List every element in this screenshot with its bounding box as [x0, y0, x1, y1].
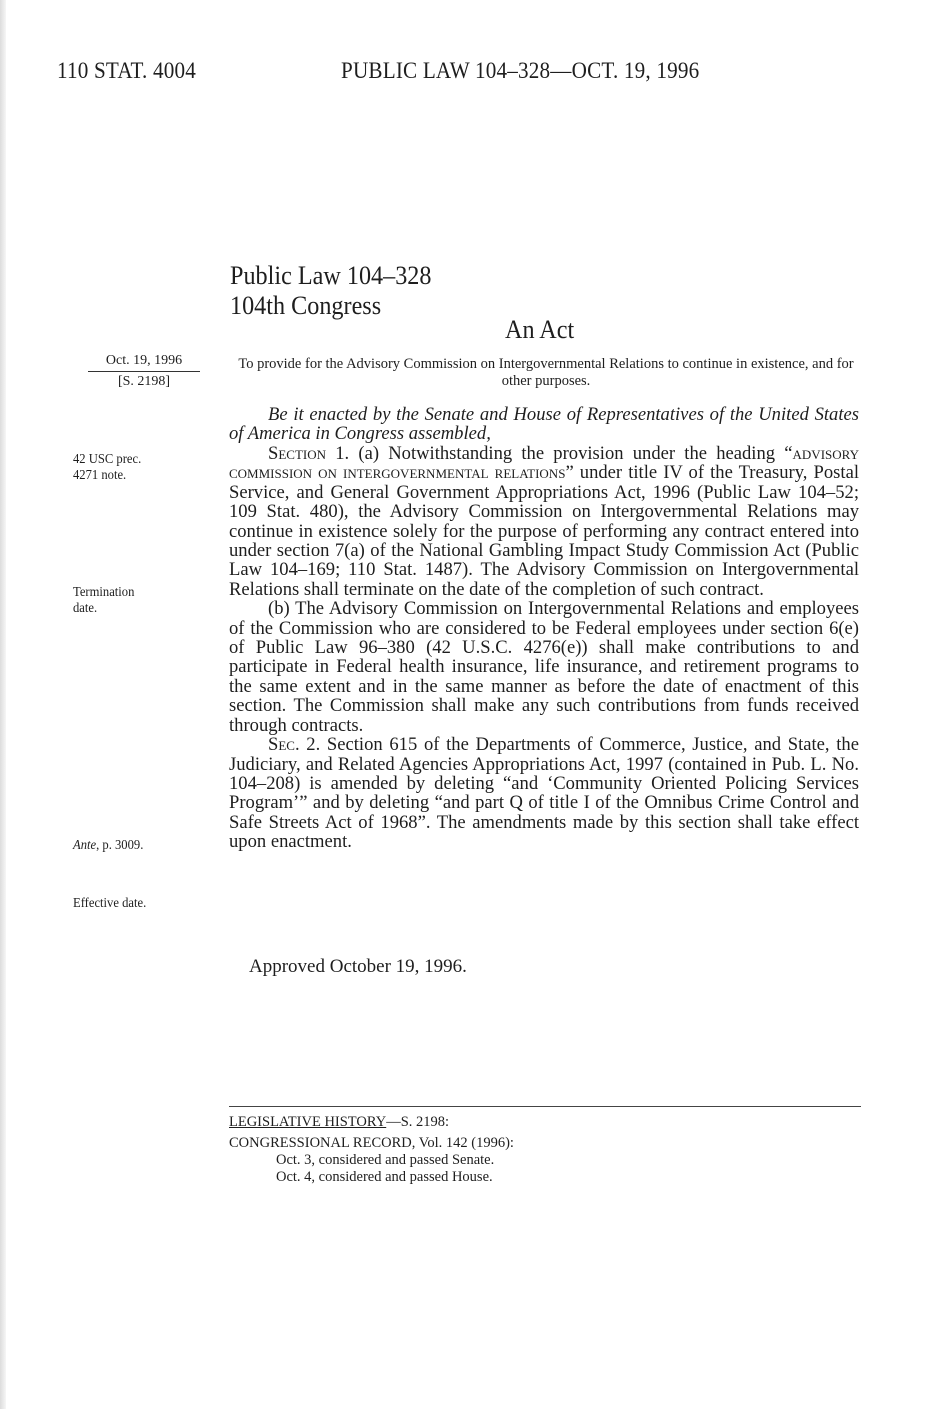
section-2	[229, 735, 859, 851]
margin-note-termination	[73, 585, 134, 617]
act-purpose: To provide for the Advisory Commission on Intergovernmental Relations to continue in existence, and for other purposes.	[238, 356, 854, 389]
history-item: Oct. 4, considered and passed House.	[276, 1169, 493, 1185]
margin-note-ante	[73, 838, 143, 854]
running-head-stat: 110 STAT. 4004	[57, 58, 197, 83]
section-1	[229, 444, 859, 852]
section-1-b: (b) The Advisory Commission on Intergovernmental Relations and employees of the Commission who are considered to be Federal employees under section 6(e) of Public Law 96–380 (42 U.S.C. 4276(e)) shall make contributions to and participate in Federal health insurance, life insurance, and retirement programs to the same extent and in the same manner as before the date of enactment of this section. The Commission shall make any such contributions from funds received through contracts.	[229, 598, 859, 736]
margin-note-ante-italic: Ante	[73, 838, 97, 853]
legislative-history-heading: LEGISLATIVE HISTORY	[229, 1114, 387, 1130]
section-1-a	[229, 444, 859, 599]
page-edge	[0, 0, 6, 1409]
enacting-clause-text: Be it enacted by the Senate and House of Representatives of the United States of America in Congress assembled,	[229, 404, 859, 445]
congressional-record: CONGRESSIONAL RECORD, Vol. 142 (1996):	[229, 1135, 514, 1151]
section-2-label: Sec. 2.	[268, 734, 321, 756]
legislative-history	[229, 1114, 514, 1186]
approval-line: Approved October 19, 1996.	[249, 956, 467, 977]
legislative-history-bill: —S. 2198:	[386, 1114, 450, 1130]
margin-date: Oct. 19, 1996	[88, 352, 200, 372]
enacting-clause	[229, 405, 859, 444]
margin-note-usc	[73, 452, 141, 484]
margin-note-line: date.	[73, 601, 98, 616]
margin-bill-number: [S. 2198]	[117, 374, 171, 389]
history-item: Oct. 3, considered and passed Senate.	[276, 1152, 495, 1168]
heading-reference: advisory commission on intergovernmental relations	[229, 443, 859, 484]
footer-rule	[229, 1106, 861, 1107]
section-1-label: Section 1.	[268, 443, 350, 464]
margin-note-line: 42 USC prec.	[73, 452, 142, 467]
margin-date-block	[84, 352, 204, 391]
margin-note-line: Termination	[73, 585, 135, 600]
section-1-a-text: (a) Notwithstanding the provision under the heading “advisory commission on intergovernmental relations” under title IV of the Treasury, Postal Service, and General Government Appropriations Act, 1996 (Public Law 104–52; 109 Stat. 480), the Advisory Commission on Intergovernmental Relations may continue in existence solely for the purpose of performing any contract entered into under section 7(a) of the National Gambling Impact Study Commission Act (Public Law 104–169; 110 Stat. 1487). The Advisory Commission on Intergovernmental Relations shall terminate on the date of the completion of such contract.	[229, 443, 859, 600]
margin-note-line: 4271 note.	[73, 468, 127, 483]
margin-note-ante-page: , p. 3009.	[96, 838, 144, 853]
act-title: An Act	[505, 315, 575, 344]
law-heading	[230, 261, 431, 321]
congress-number: 104th Congress	[230, 291, 382, 320]
running-head-title: PUBLIC LAW 104–328—OCT. 19, 1996	[341, 58, 700, 83]
section-2-text: Section 615 of the Departments of Commerce, Justice, and State, the Judiciary, and Related Agencies Appropriations Act, 1997 (contained in Pub. L. No. 104–208) is amended by deleting “and ‘Community Oriented Policing Services Program’” and by deleting “and part Q of title I of the Omnibus Crime Control and Safe Streets Act of 1968”. The amendments made by this section shall take effect upon enactment.	[229, 734, 859, 853]
public-law-number: Public Law 104–328	[230, 261, 432, 290]
margin-note-effective: Effective date.	[73, 896, 147, 911]
